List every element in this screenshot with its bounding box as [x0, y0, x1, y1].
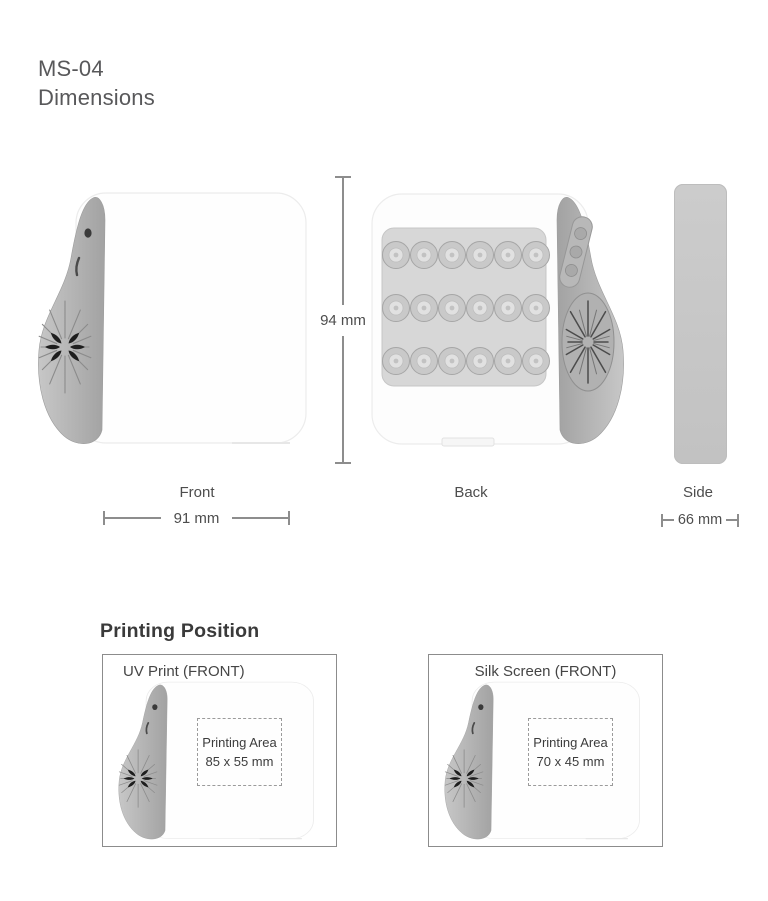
front-view-label: Front: [179, 484, 215, 501]
printing-area-label: Printing Area: [202, 735, 277, 750]
product-side-view-graphic: [674, 184, 727, 464]
silk-printing-area-box: [528, 718, 613, 786]
side-width-value: 66 mm: [677, 512, 723, 528]
side-width-dimension: [661, 512, 739, 528]
dimension-tick-bottom: [335, 462, 351, 464]
dimension-line: [342, 336, 344, 463]
height-dimension: [318, 176, 368, 464]
printing-area-size: 70 x 45 mm: [536, 754, 605, 769]
dimension-line: [726, 519, 737, 521]
dimension-tick-right: [288, 511, 290, 525]
silk-screen-panel: [428, 654, 663, 847]
height-value: 94 mm: [320, 311, 366, 329]
printing-area-label: Printing Area: [533, 735, 608, 750]
product-back-view-graphic: [370, 188, 626, 450]
page-subtitle: Dimensions: [38, 85, 155, 110]
front-width-dimension: [103, 510, 290, 526]
model-name: MS-04: [38, 56, 104, 81]
side-view-label: Side: [682, 484, 714, 501]
back-view-label: Back: [454, 484, 488, 501]
printing-area-size: 85 x 55 mm: [205, 754, 274, 769]
dimension-line: [342, 178, 344, 305]
dimension-tick-right: [737, 514, 739, 527]
dimension-line: [663, 519, 674, 521]
product-front-view-graphic: [36, 188, 308, 450]
front-width-value: 91 mm: [173, 509, 220, 527]
printing-position-heading: Printing Position: [100, 620, 260, 642]
page-title: [38, 54, 155, 112]
dimension-line: [105, 517, 161, 519]
uv-printing-area-box: [197, 718, 282, 786]
silk-screen-panel-title: Silk Screen (FRONT): [474, 663, 617, 680]
uv-print-panel: [102, 654, 337, 847]
uv-print-panel-title: UV Print (FRONT): [123, 663, 245, 680]
dimension-line: [232, 517, 288, 519]
